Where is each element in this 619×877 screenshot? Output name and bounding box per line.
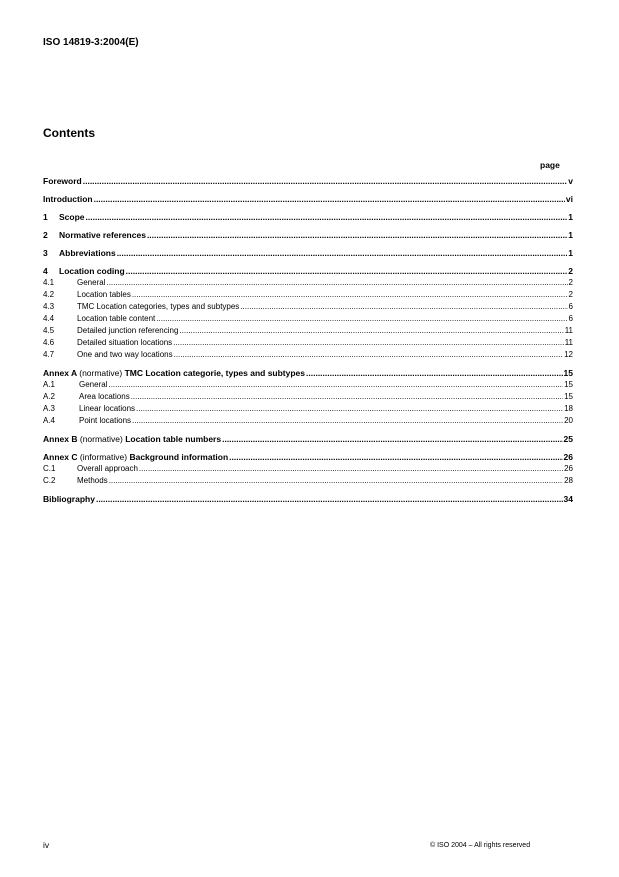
dot-leader	[83, 176, 568, 186]
annex-label: Annex A	[43, 368, 77, 378]
toc-entry-number: 4.6	[43, 338, 55, 347]
toc-entry[interactable]	[43, 350, 573, 362]
toc-entry-title	[43, 434, 221, 444]
toc-entry-number: 4.2	[43, 290, 55, 299]
dot-leader	[117, 248, 568, 258]
toc-entry-title: Methods	[77, 476, 108, 485]
toc-entry[interactable]	[43, 314, 573, 326]
toc-entry-title: Foreword	[43, 176, 82, 186]
dot-leader	[86, 212, 568, 222]
toc-entry-page: 1	[568, 248, 573, 258]
dot-leader	[96, 494, 563, 504]
toc-entry-title: Scope	[59, 212, 85, 222]
toc-entry-page: 26	[563, 452, 573, 462]
annex-title: TMC Location categorie, types and subtypes	[124, 368, 306, 378]
toc-entry[interactable]	[43, 230, 573, 242]
toc-entry-title: General	[77, 278, 106, 287]
toc-entry-title	[43, 452, 228, 462]
toc-entry[interactable]	[43, 326, 573, 338]
toc-entry-page: 11	[564, 338, 573, 347]
toc-entry-title: Normative references	[59, 230, 146, 240]
toc-entry[interactable]	[43, 248, 573, 260]
toc-entry[interactable]	[43, 434, 573, 446]
toc-entry[interactable]	[43, 266, 573, 278]
dot-leader	[156, 314, 567, 324]
dot-leader	[173, 338, 564, 348]
annex-title: Background information	[129, 452, 229, 462]
page-column-label: page	[540, 160, 560, 170]
toc-entry-number: 4.3	[43, 302, 55, 311]
toc-entry-page: 6	[568, 314, 573, 323]
toc-entry-page: 15	[564, 380, 573, 389]
dot-leader	[222, 434, 562, 444]
toc-entry[interactable]	[43, 338, 573, 350]
toc-entry[interactable]	[43, 290, 573, 302]
toc-entry[interactable]	[43, 452, 573, 464]
toc-entry[interactable]	[43, 476, 573, 488]
dot-leader	[174, 350, 563, 360]
annex-qualifier: (normative)	[79, 368, 123, 378]
annex-title: Location table numbers	[125, 434, 222, 444]
dot-leader	[139, 464, 563, 474]
toc-entry[interactable]	[43, 212, 573, 224]
dot-leader	[108, 380, 563, 390]
toc-entry[interactable]	[43, 392, 573, 404]
toc-entry[interactable]	[43, 368, 573, 380]
toc-entry[interactable]	[43, 380, 573, 392]
dot-leader	[132, 290, 568, 300]
toc-entry-page: 2	[568, 278, 573, 287]
toc-entry[interactable]	[43, 278, 573, 290]
toc-entry-page: 12	[564, 350, 573, 359]
footer-copyright: © ISO 2004 – All rights reserved	[430, 842, 531, 849]
toc-entry-title: Bibliography	[43, 494, 95, 504]
dot-leader	[109, 476, 563, 486]
toc-entry[interactable]	[43, 194, 573, 206]
toc-entry-number: 4.4	[43, 314, 55, 323]
toc-entry-number: 4.7	[43, 350, 55, 359]
toc-entry-page: v	[568, 176, 573, 186]
annex-qualifier: (informative)	[79, 452, 128, 462]
toc-entry-page: 1	[568, 230, 573, 240]
toc-entry[interactable]	[43, 302, 573, 314]
toc-entry-title: Location tables	[77, 290, 131, 299]
toc-entry-page: 18	[564, 404, 573, 413]
toc-entry-title: General	[79, 380, 108, 389]
toc-entry-page: 15	[563, 368, 573, 378]
toc-entry-title	[43, 368, 305, 378]
toc-entry-title: Detailed junction referencing	[77, 326, 179, 335]
toc-entry[interactable]	[43, 464, 573, 476]
dot-leader	[126, 266, 568, 276]
toc-entry-number: A.3	[43, 404, 56, 413]
toc-entry-page: vi	[565, 194, 573, 204]
toc-entry-number: C.1	[43, 464, 56, 473]
toc-entry-number: 4.5	[43, 326, 55, 335]
toc-entry-number: 2	[43, 230, 48, 240]
dot-leader	[131, 392, 563, 402]
toc-entry-page: 26	[564, 464, 573, 473]
annex-qualifier: (normative)	[79, 434, 123, 444]
contents-title: Contents	[43, 126, 95, 140]
toc-entry-title: Overall approach	[77, 464, 138, 473]
dot-leader	[306, 368, 563, 378]
toc-entry-number: A.1	[43, 380, 56, 389]
dot-leader	[136, 404, 563, 414]
toc-entry-page: 11	[564, 326, 573, 335]
toc-entry-title: Location table content	[77, 314, 156, 323]
toc-entry-title: Detailed situation locations	[77, 338, 173, 347]
dot-leader	[240, 302, 567, 312]
toc-entry-number: 4	[43, 266, 48, 276]
toc-entry[interactable]	[43, 416, 573, 428]
dot-leader	[94, 194, 565, 204]
toc-entry-page: 1	[568, 212, 573, 222]
toc-entry[interactable]	[43, 176, 573, 188]
toc-entry-number: A.4	[43, 416, 56, 425]
toc-entry-page: 15	[564, 392, 573, 401]
toc-entry-number: A.2	[43, 392, 56, 401]
annex-label: Annex C	[43, 452, 78, 462]
toc-entry-title: One and two way locations	[77, 350, 173, 359]
toc-entry-page: 34	[563, 494, 573, 504]
toc-entry-title: Linear locations	[79, 404, 136, 413]
toc-entry[interactable]	[43, 404, 573, 416]
toc-entry-title: Area locations	[79, 392, 130, 401]
toc-entry-title: Introduction	[43, 194, 93, 204]
toc-entry-page: 6	[568, 302, 573, 311]
toc-entry-page: 20	[564, 416, 573, 425]
dot-leader	[147, 230, 567, 240]
footer-page-number: iv	[43, 840, 50, 850]
dot-leader	[229, 452, 562, 462]
table-of-contents	[43, 176, 573, 506]
dot-leader	[106, 278, 567, 288]
toc-entry-number: 1	[43, 212, 48, 222]
toc-entry-page: 2	[568, 290, 573, 299]
toc-entry-number: C.2	[43, 476, 56, 485]
toc-entry-number: 4.1	[43, 278, 55, 287]
document-header: ISO 14819-3:2004(E)	[43, 37, 139, 48]
toc-entry-title: Point locations	[79, 416, 132, 425]
dot-leader	[179, 326, 563, 336]
toc-entry[interactable]	[43, 494, 573, 506]
toc-entry-page: 28	[564, 476, 573, 485]
toc-entry-title: Location coding	[59, 266, 125, 276]
annex-label: Annex B	[43, 434, 78, 444]
toc-entry-page: 25	[563, 434, 573, 444]
dot-leader	[132, 416, 563, 426]
toc-entry-number: 3	[43, 248, 48, 258]
toc-entry-title: Abbreviations	[59, 248, 116, 258]
toc-entry-page: 2	[568, 266, 573, 276]
toc-entry-title: TMC Location categories, types and subtypes	[77, 302, 240, 311]
